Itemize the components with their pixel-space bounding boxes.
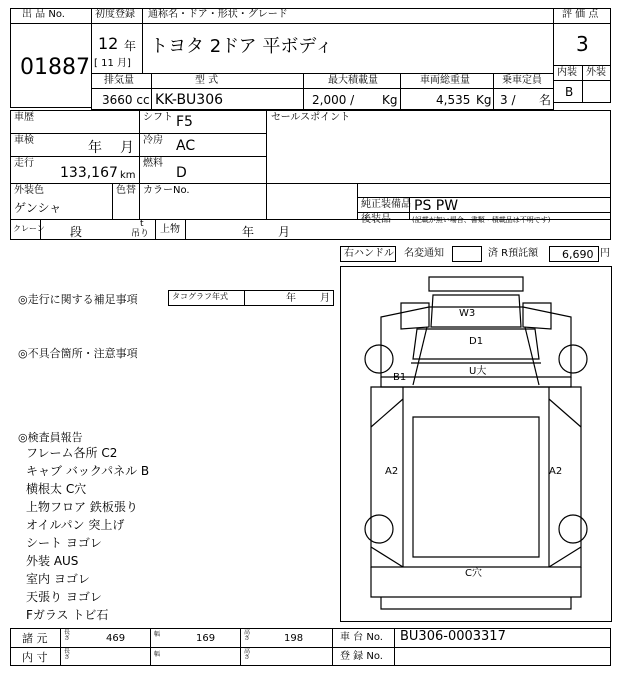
chassis-number: BU306-0003317 — [400, 629, 506, 644]
registration-label: 登 録 No. — [340, 651, 383, 662]
first-reg-label: 初度登録 — [95, 9, 135, 20]
yen-label: 円 — [600, 248, 610, 259]
mileage-label: 走行 — [14, 158, 34, 169]
ac-label: 冷房 — [143, 135, 163, 146]
color-change-label: 色替 — [116, 185, 136, 196]
recycle-label: 済 R預託額 — [488, 248, 539, 259]
retrofit-label: 後装品 — [361, 214, 391, 225]
name-change-label: 名変通知 — [404, 248, 444, 259]
model-code: KK-BU306 — [155, 92, 224, 108]
exterior-color-label: 外装色 — [14, 185, 44, 196]
width-value: 169 — [196, 633, 216, 644]
inner-width-label: 幅 — [154, 651, 161, 658]
reg-month: [ 11 月] — [94, 58, 131, 69]
damage-mark: C穴 — [465, 568, 482, 579]
fuel-value: D — [176, 165, 187, 181]
damage-mark: B1 — [393, 372, 407, 383]
inspection-month-unit: 月 — [120, 140, 134, 156]
shift-value: F5 — [176, 114, 193, 130]
payload-unit: Kg — [382, 93, 398, 107]
length-label: 長さ — [64, 629, 71, 643]
tacho-label: タコグラフ年式 — [172, 292, 228, 301]
inspector-item: フレーム各所 C2 — [26, 446, 118, 460]
inspector-item: 天張り ヨゴレ — [26, 590, 102, 604]
crane-lift: 吊り — [131, 229, 150, 239]
lot-label: 出 品 No. — [22, 9, 65, 20]
interior-grade: B — [565, 85, 574, 99]
capacity-unit: 名 — [539, 93, 552, 107]
inspector-item: キャブ バックパネル B — [26, 464, 150, 478]
inspection-label: 車検 — [14, 135, 34, 146]
rhd-label: 右ハンドル — [344, 248, 394, 259]
equipment-label: 純正装備品 — [361, 199, 411, 210]
car-name: トヨタ 2ドア 平ボディ — [150, 36, 333, 57]
capacity-label: 乗車定員 — [502, 75, 542, 86]
crane-label: クレーン — [13, 224, 45, 233]
inspector-item: 横根太 C穴 — [26, 482, 87, 496]
inspector-item: シート ヨゴレ — [26, 536, 102, 550]
damage-mark: A2 — [385, 466, 399, 477]
inner-height-label: 高さ — [244, 648, 251, 662]
grade-label: 評 価 点 — [562, 9, 599, 20]
shift-label: シフト — [143, 112, 173, 123]
upper-body-label: 上物 — [160, 224, 180, 235]
damage-mark: D1 — [469, 336, 484, 347]
driving-notes-label: ◎走行に関する補足事項 — [18, 293, 138, 306]
gross-weight-unit: Kg — [476, 93, 492, 107]
interior-label: 内装 — [557, 67, 577, 78]
retrofit-note: (記載が無い場合、書類・積載品は不明です) — [412, 216, 551, 224]
inspector-item: 室内 ヨゴレ — [26, 572, 90, 586]
model-label: 型 式 — [195, 75, 219, 86]
inspector-item: 外装 AUS — [26, 554, 79, 568]
inspector-item: 上物フロア 鉄板張り — [26, 500, 138, 514]
payload: 2,000 / — [312, 93, 355, 107]
equipment-value: PS PW — [414, 198, 459, 214]
mileage-unit: km — [120, 170, 136, 181]
capacity: 3 / — [500, 93, 516, 107]
inspector-item: Fガラス トビ石 — [26, 608, 109, 622]
damage-mark: A2 — [549, 466, 563, 477]
reg-year: 12 — [98, 34, 119, 53]
name-change-box — [452, 246, 482, 262]
upper-month-unit: 月 — [278, 225, 291, 239]
tacho-year-unit: 年 — [286, 293, 296, 304]
displacement-label: 排気量 — [104, 75, 134, 86]
tacho-month-unit: 月 — [320, 293, 330, 304]
displacement: 3660 cc — [102, 93, 150, 107]
lot-number: 01887 — [20, 55, 90, 80]
inspector-list — [26, 447, 149, 627]
gross-weight-label: 車両総重量 — [420, 75, 470, 86]
exterior-label: 外装 — [586, 67, 606, 78]
inner-length-label: 長さ — [64, 648, 71, 662]
crane-stage: 段 — [70, 225, 83, 239]
dims-label: 諸 元 — [22, 632, 48, 645]
ac-value: AC — [176, 138, 196, 154]
length-value: 469 — [106, 633, 126, 644]
upper-year-unit: 年 — [242, 225, 255, 239]
chassis-label: 車 台 No. — [340, 632, 383, 643]
car-name-label: 通称名・ドア・形状・グレード — [148, 9, 288, 20]
damage-mark: W3 — [459, 308, 476, 319]
inspection-year-unit: 年 — [88, 140, 102, 156]
inner-dims-label: 内 寸 — [22, 651, 48, 664]
color-code-label: カラーNo. — [143, 185, 190, 196]
inspector-item: オイルパン 突上げ — [26, 518, 125, 532]
damage-mark: U大 — [469, 366, 487, 377]
vehicle-diagram — [340, 266, 612, 622]
width-label: 幅 — [154, 631, 161, 638]
overall-grade: 3 — [576, 32, 589, 56]
defects-label: ◎不具合箇所・注意事項 — [18, 347, 138, 360]
sales-point-label: セールスポイント — [271, 112, 351, 123]
history-label: 車歴 — [14, 112, 34, 123]
reg-year-unit: 年 — [124, 39, 137, 53]
mileage-value: 133,167 — [60, 165, 118, 181]
gross-weight: 4,535 — [436, 93, 471, 107]
fuel-label: 燃料 — [143, 158, 163, 169]
exterior-color: ゲンシャ — [14, 201, 62, 215]
height-value: 198 — [284, 633, 304, 644]
height-label: 高さ — [244, 629, 251, 643]
recycle-value: 6,690 — [562, 248, 594, 261]
inspector-report-label: ◎検査員報告 — [18, 431, 83, 444]
crane-ton: t — [140, 219, 144, 229]
payload-label: 最大積載量 — [328, 75, 378, 86]
